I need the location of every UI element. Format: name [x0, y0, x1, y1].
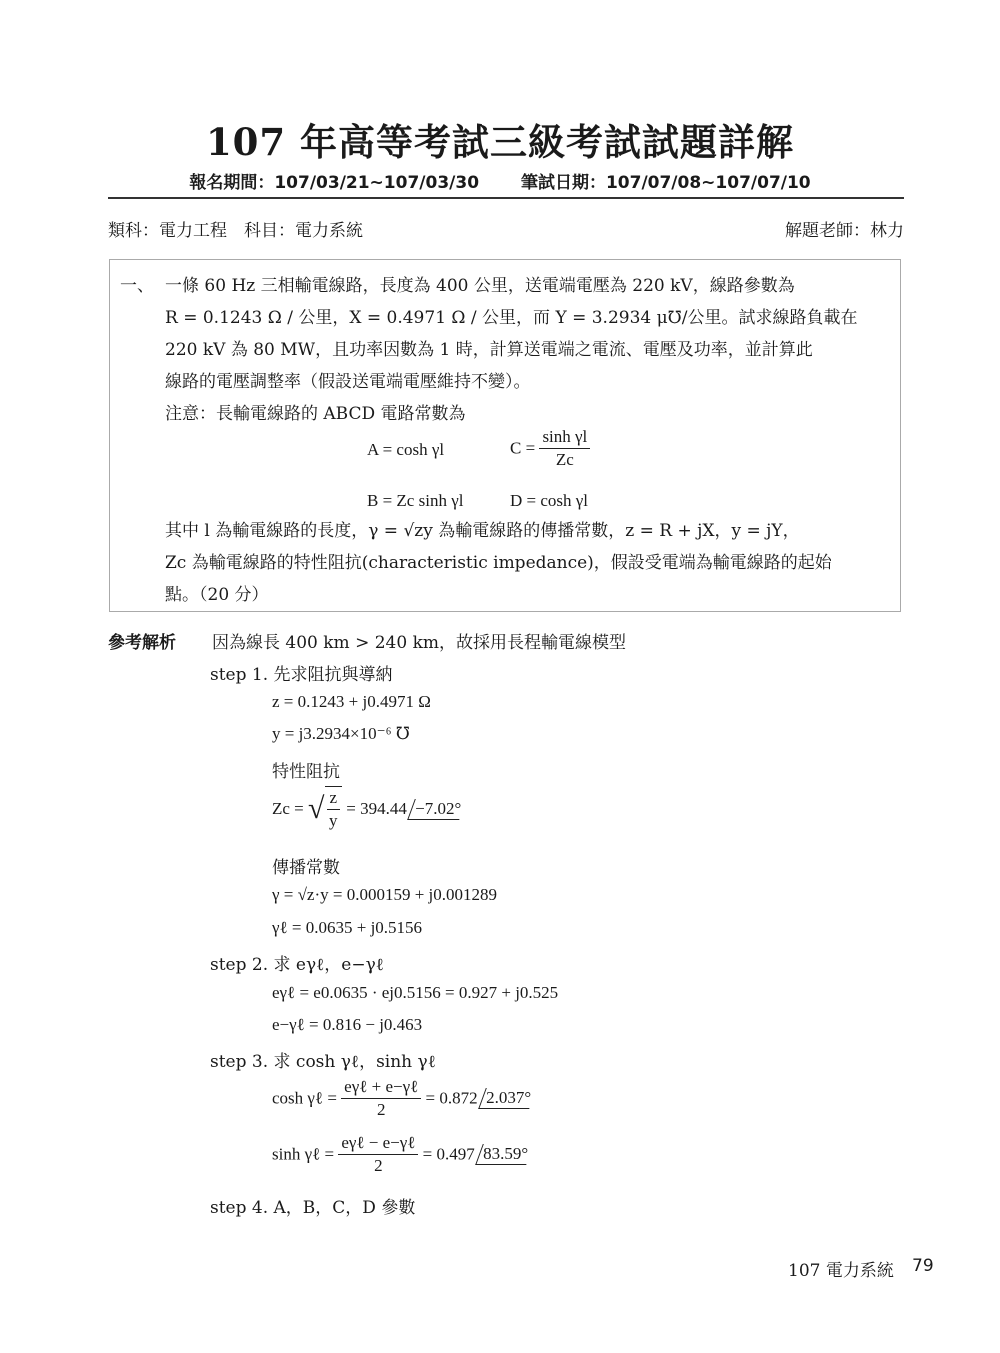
question-line-7: 點。（20 分）: [165, 585, 269, 605]
gamma-l-equation: γℓ = 0.0635 + j0.5156: [272, 918, 423, 937]
sinh-fraction: [338, 1132, 418, 1177]
question-text: [165, 270, 890, 430]
zc-denominator: y: [329, 811, 338, 830]
solution-intro: 因為線長 400 km > 240 km，故採用長程輸電線模型: [212, 633, 627, 653]
question-line-6: Zc 為輸電線路的特性阻抗(characteristic impedance)，假設受電端為輸電線路的起始: [165, 553, 832, 573]
sinh-equation: [272, 1132, 530, 1177]
question-line-5: 其中 l 為輸電線路的長度，γ = √zy 為輸電線路的傳播常數，z = R + jX，y = jY，: [165, 521, 800, 541]
e-negative-equation: e−γℓ = 0.816 − j0.463: [272, 1015, 423, 1034]
teacher: 解題老師：林力: [785, 221, 904, 241]
sinh-numerator: eγℓ − e−γℓ: [338, 1132, 418, 1155]
gamma-equation: γ = √z·y = 0.000159 + j0.001289: [272, 885, 498, 904]
header-rule: [108, 197, 904, 199]
step-4: step 4. A，B，C，D 參數: [210, 1198, 416, 1218]
cosh-denominator: 2: [376, 1100, 386, 1119]
question-note: 注意：長輸電線路的 ABCD 電路常數為: [165, 404, 466, 424]
question-line-4: 線路的電壓調整率（假設送電端電壓維持不變）。: [165, 372, 531, 392]
cosh-numerator: eγℓ + e−γℓ: [341, 1076, 421, 1099]
zc-angle: [407, 799, 467, 820]
step-1: step 1. 先求阻抗與導納: [210, 665, 393, 685]
sqrt-icon: √: [308, 792, 325, 825]
sinh-angle: [475, 1144, 534, 1165]
cosh-lhs: cosh γℓ =: [272, 1088, 337, 1108]
zc-numerator: z: [327, 787, 341, 810]
z-equation: z = 0.1243 + j0.4971 Ω: [272, 692, 431, 711]
y-equation: y = j3.2934×10⁻⁶ ℧: [272, 724, 410, 743]
question-line-1: 一條 60 Hz 三相輸電線路，長度為 400 公里，送電端電壓為 220 kV，線路參數為: [165, 276, 795, 296]
eq-c-numerator: sinh γl: [539, 426, 590, 449]
sinh-lhs: sinh γℓ =: [272, 1144, 335, 1164]
zc-value: = 394.44: [346, 799, 407, 818]
sinh-angle-text: 83.59°: [483, 1144, 529, 1163]
footer-book: 107 電力系統: [788, 1261, 894, 1281]
registration-period: 報名期間：107/03/21~107/03/30: [189, 173, 480, 193]
eq-a: A = cosh γl: [367, 440, 445, 459]
exam-date: 筆試日期：107/07/08~107/07/10: [520, 173, 811, 193]
eq-c-fraction: [539, 426, 590, 471]
category-subject: 類科：電力工程 科目：電力系統: [108, 221, 363, 241]
e-positive-equation: eγℓ = e0.0635 · ej0.5156 = 0.927 + j0.525: [272, 983, 559, 1002]
step-2: step 2. 求 eγℓ，e−γℓ: [210, 955, 384, 975]
zc-fraction: [325, 786, 343, 832]
eq-c-lhs: C =: [510, 438, 536, 458]
sinh-denominator: 2: [374, 1156, 383, 1175]
question-line-3: 220 kV 為 80 MW，且功率因數為 1 時，計算送電端之電流、電壓及功率，並計算此: [165, 340, 813, 360]
question-text-2: [165, 515, 890, 611]
page-number: 79: [912, 1256, 934, 1276]
zc-lhs: Zc =: [272, 799, 304, 818]
exam-dates: [0, 168, 1000, 193]
cosh-equation: [272, 1076, 533, 1121]
page-title: 107 年高等考試三級考試試題詳解: [205, 120, 795, 164]
eq-d: D = cosh γl: [510, 491, 589, 510]
zc-equation: [272, 786, 463, 832]
zc-label: 特性阻抗: [272, 762, 340, 782]
question-line-2: R = 0.1243 Ω / 公里，X = 0.4971 Ω / 公里，而 Y = 3.2934 μ℧/公里。試求線路負載在: [165, 308, 858, 328]
gamma-label: 傳播常數: [272, 858, 340, 878]
eq-b: B = Zc sinh γl: [367, 491, 464, 510]
sinh-value: = 0.497: [422, 1144, 475, 1164]
cosh-angle-text: 2.037°: [486, 1088, 532, 1107]
cosh-fraction: [341, 1076, 421, 1121]
cosh-angle: [478, 1088, 537, 1109]
step-3: step 3. 求 cosh γℓ，sinh γℓ: [210, 1052, 436, 1072]
question-number: 一、: [120, 276, 154, 296]
solution-label: 參考解析: [108, 633, 176, 653]
zc-angle-text: −7.02°: [415, 798, 462, 818]
cosh-value: = 0.872: [425, 1088, 478, 1108]
eq-c-denominator: Zc: [555, 450, 574, 469]
eq-c: [510, 426, 590, 471]
